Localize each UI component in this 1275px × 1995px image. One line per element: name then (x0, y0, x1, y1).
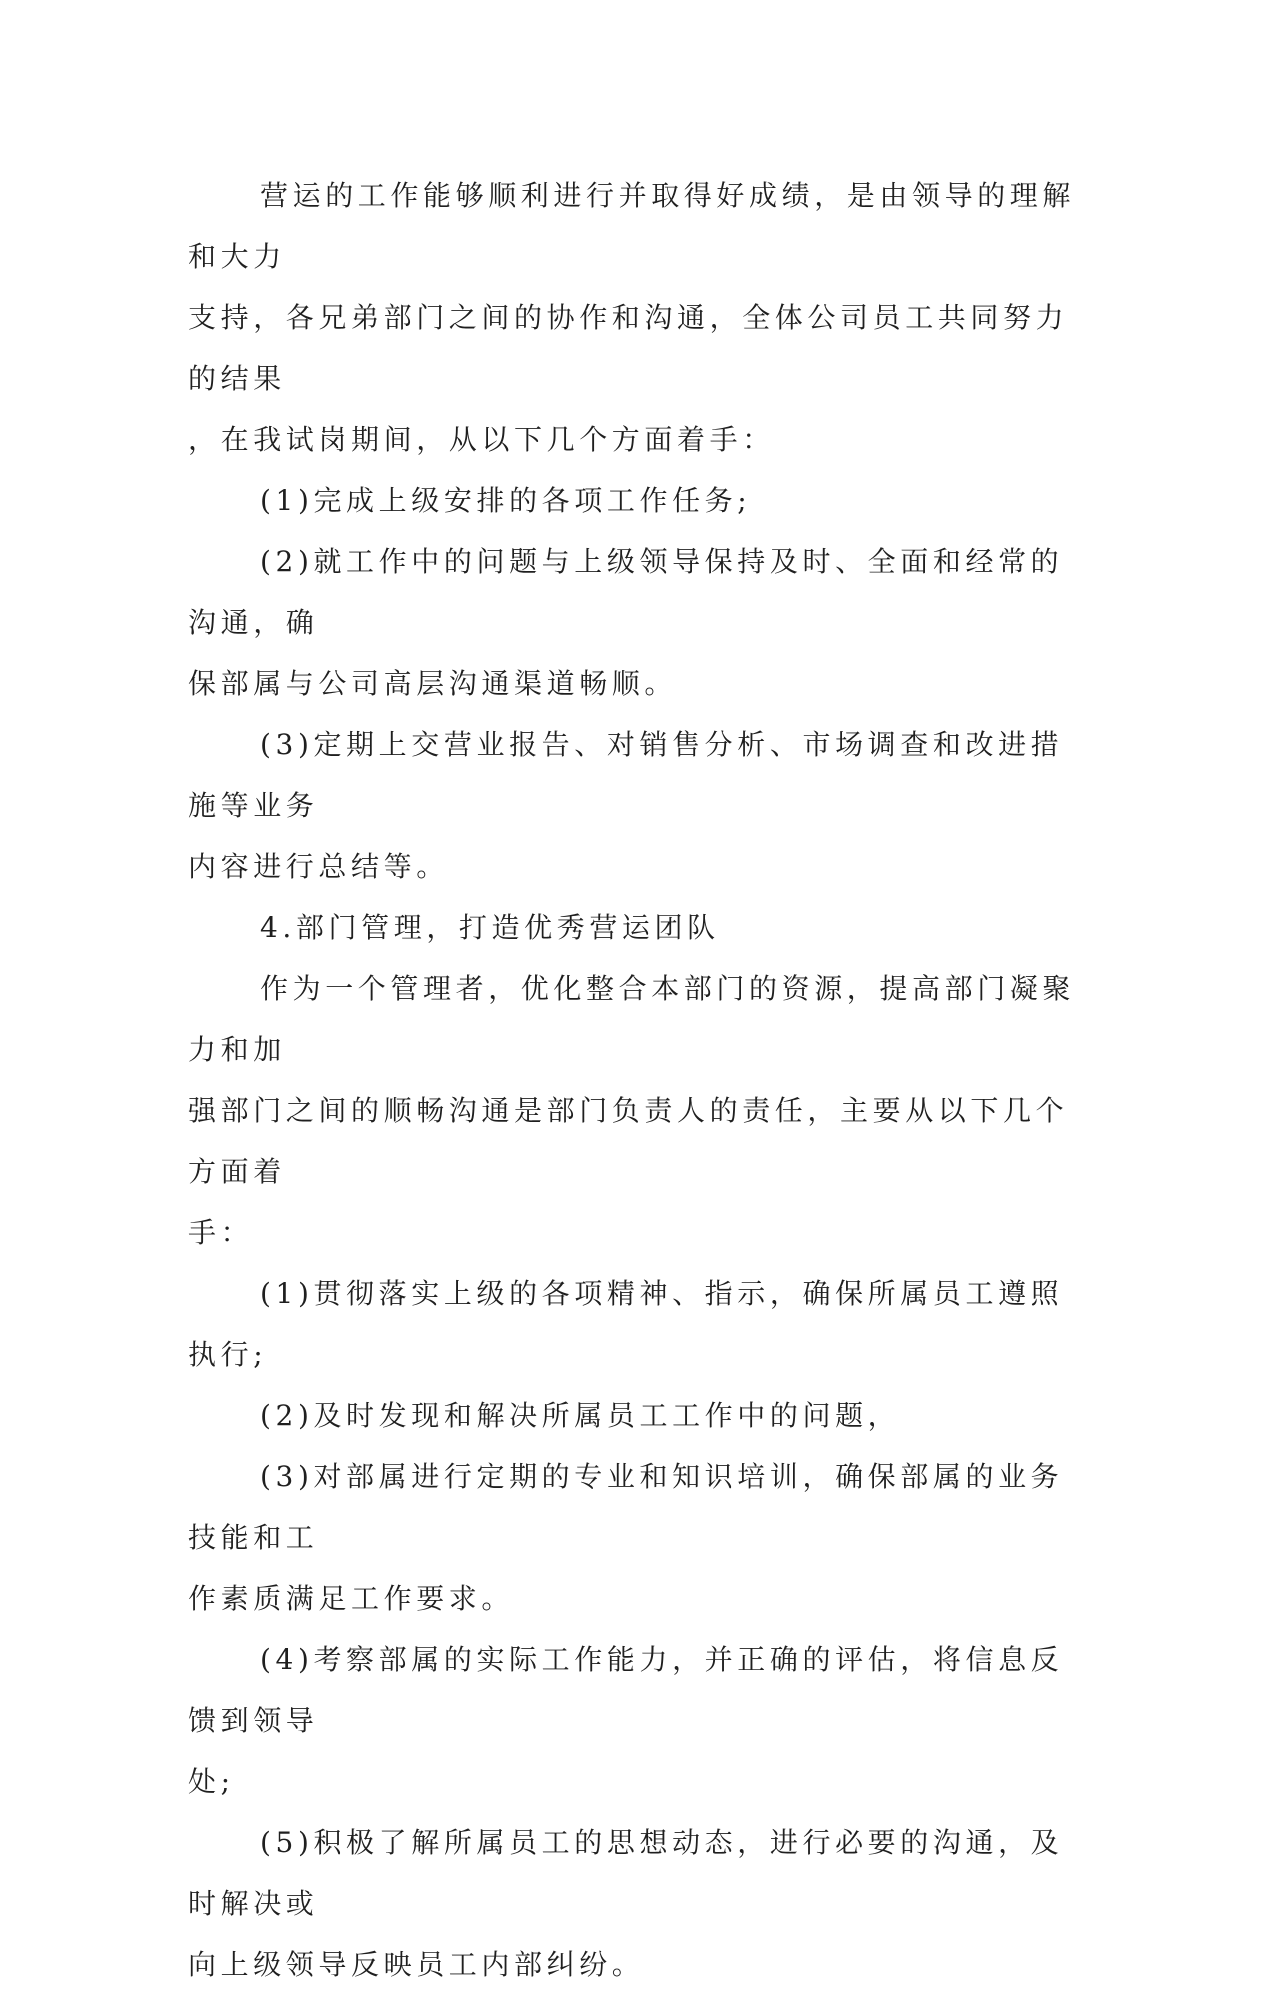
text-line: 手： (188, 1216, 254, 1249)
list-item: (1)完成上级安排的各项工作任务; (260, 484, 752, 517)
text-line: 保部属与公司高层沟通渠道畅顺。 (188, 667, 678, 700)
list-item: (1)贯彻落实上级的各项精神、指示，确保所属员工遵照执行; (188, 1277, 1064, 1371)
text-line: 强部门之间的顺畅沟通是部门负责人的责任，主要从以下几个方面着 (188, 1094, 1069, 1188)
list-item: (4)考察部属的实际工作能力，并正确的评估，将信息反馈到领导 (188, 1643, 1064, 1737)
list-item: (3)对部属进行定期的专业和知识培训，确保部属的业务技能和工 (188, 1460, 1064, 1554)
text-line: 内容进行总结等。 (188, 850, 449, 883)
list-item: (3)定期上交营业报告、对销售分析、市场调查和改进措施等业务 (188, 728, 1064, 822)
text-line: 作素质满足工作要求。 (188, 1582, 515, 1615)
text-line: ，在我试岗期间，从以下几个方面着手： (188, 423, 775, 456)
text-line: 作为一个管理者，优化整合本部门的资源，提高部门凝聚力和加 (188, 972, 1076, 1066)
text-line: 支持，各兄弟部门之间的协作和沟通，全体公司员工共同努力的结果 (188, 301, 1069, 395)
section-heading: 4.部门管理，打造优秀营运团队 (260, 911, 720, 944)
text-line: 处; (188, 1765, 235, 1798)
list-item: (2)及时发现和解决所属员工工作中的问题， (260, 1399, 901, 1432)
list-item: (5)积极了解所属员工的思想动态，进行必要的沟通，及时解决或 (188, 1826, 1064, 1920)
text-line: 营运的工作能够顺利进行并取得好成绩，是由领导的理解和大力 (188, 179, 1076, 273)
list-item: (2)就工作中的问题与上级领导保持及时、全面和经常的沟通，确 (188, 545, 1064, 639)
text-line: 向上级领导反映员工内部纠纷。 (188, 1948, 645, 1981)
document-body (188, 165, 1078, 1995)
